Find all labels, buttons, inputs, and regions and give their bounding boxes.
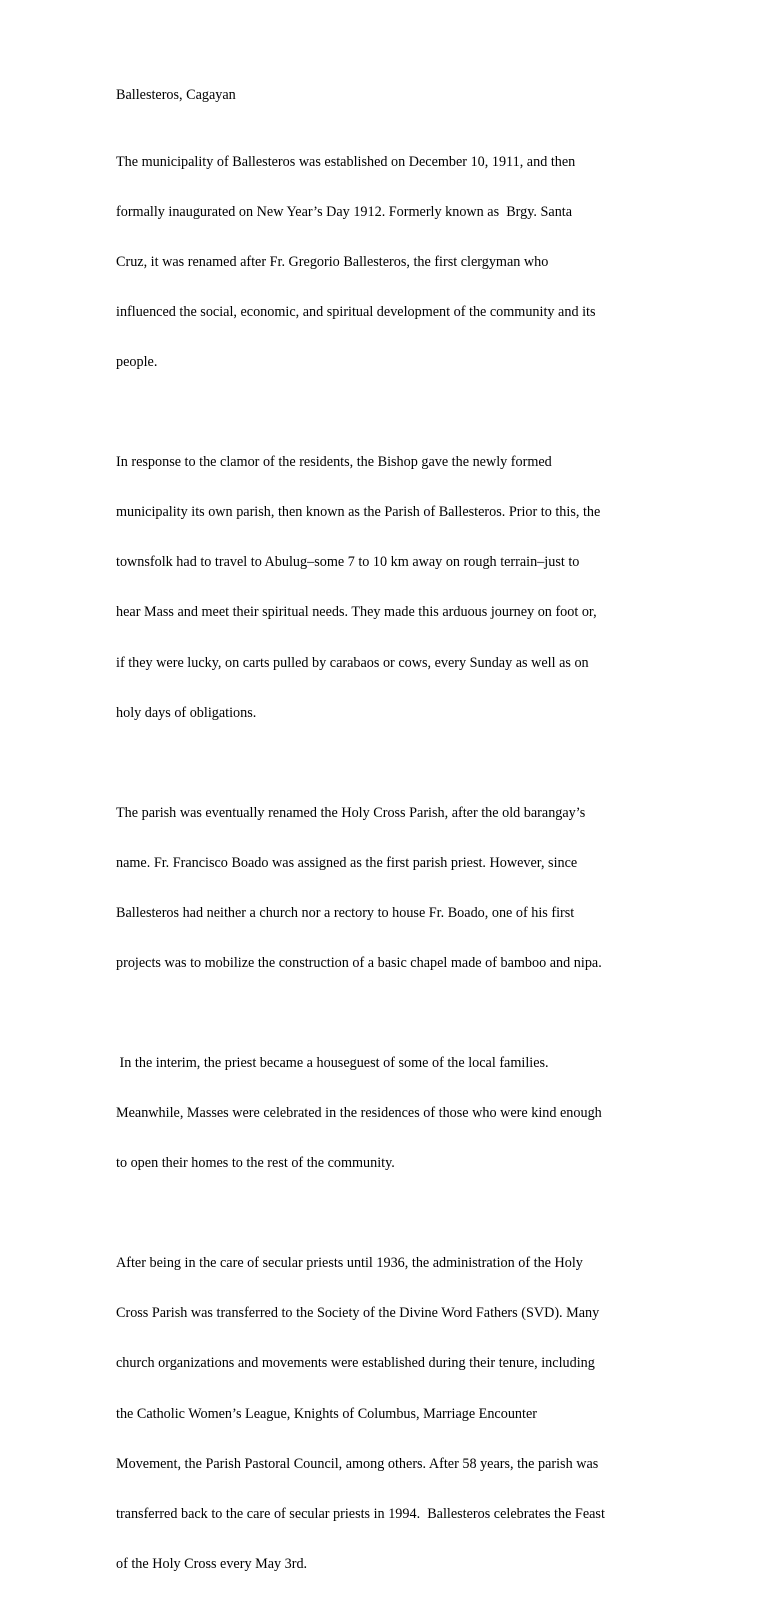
paragraph-line: influenced the social, economic, and spiritual development of the community and its [116,303,596,320]
document-title: Ballesteros, Cagayan [116,87,236,103]
paragraph-line: to open their homes to the rest of the community. [116,1155,395,1172]
paragraph-line: transferred back to the care of secular priests in 1994. Ballesteros celebrates the Feast [116,1505,605,1522]
paragraph-line: In the interim, the priest became a houseguest of some of the local families. [116,1054,549,1071]
paragraph-line: After being in the care of secular priests until 1936, the administration of the Holy [116,1255,583,1272]
paragraph-line: Movement, the Parish Pastoral Council, among others. After 58 years, the parish was [116,1455,599,1472]
paragraph-1 [116,120,656,404]
paragraph-line: name. Fr. Francisco Boado was assigned as the first parish priest. However, since [116,854,578,871]
paragraph-line: people. [116,354,158,371]
document-page [116,87,656,1622]
paragraph-line: Meanwhile, Masses were celebrated in the residences of those who were kind enough [116,1105,602,1122]
paragraph-line: if they were lucky, on carts pulled by carabaos or cows, every Sunday as well as on [116,654,589,671]
paragraph-line: municipality its own parish, then known as the Parish of Ballesteros. Prior to this, the [116,504,601,521]
paragraph-line: Cruz, it was renamed after Fr. Gregorio Ballesteros, the first clergyman who [116,253,549,270]
paragraph-line: The municipality of Ballesteros was established on December 10, 1911, and then [116,153,576,170]
paragraph-line: projects was to mobilize the construction of a basic chapel made of bamboo and nipa. [116,954,602,971]
paragraph-line: Ballesteros had neither a church nor a rectory to house Fr. Boado, one of his first [116,904,575,921]
paragraph-line: holy days of obligations. [116,704,257,721]
paragraph-line: church organizations and movements were established during their tenure, including [116,1355,595,1372]
paragraph-line: In response to the clamor of the residents, the Bishop gave the newly formed [116,454,552,471]
paragraph-line: the Catholic Women’s League, Knights of Columbus, Marriage Encounter [116,1405,537,1422]
paragraph-5 [116,1222,656,1606]
paragraph-4 [116,1022,656,1206]
paragraph-line: formally inaugurated on New Year’s Day 1912. Formerly known as Brgy. Santa [116,203,573,220]
paragraph-line: Cross Parish was transferred to the Society of the Divine Word Fathers (SVD). Many [116,1305,600,1322]
paragraph-line: The parish was eventually renamed the Holy Cross Parish, after the old barangay’s [116,804,586,821]
paragraph-line: hear Mass and meet their spiritual needs. They made this arduous journey on foot or, [116,604,597,621]
paragraph-2 [116,421,656,755]
paragraph-3 [116,771,656,1005]
paragraph-line: of the Holy Cross every May 3rd. [116,1555,308,1572]
paragraph-line: townsfolk had to travel to Abulug–some 7 to 10 km away on rough terrain–just to [116,554,580,571]
